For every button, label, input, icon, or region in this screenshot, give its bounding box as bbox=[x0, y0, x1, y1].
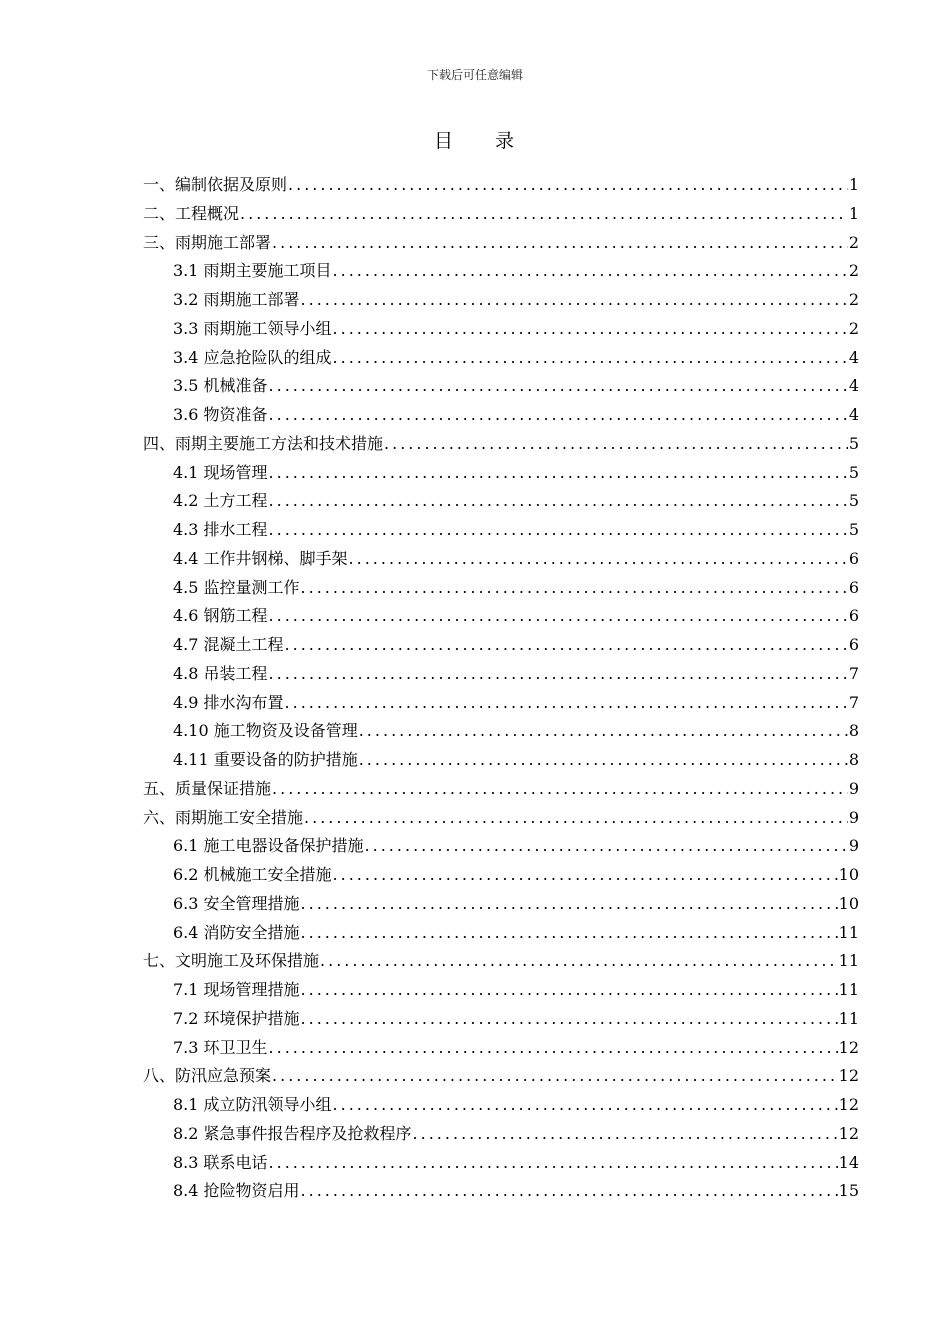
toc-dot-leader bbox=[359, 717, 848, 746]
toc-entry[interactable] bbox=[143, 372, 859, 401]
toc-entry[interactable] bbox=[143, 229, 859, 258]
toc-entry[interactable] bbox=[143, 919, 859, 948]
toc-dot-leader bbox=[365, 832, 848, 861]
toc-entry-label: 6.4 消防安全措施 bbox=[173, 922, 300, 942]
toc-entry[interactable] bbox=[143, 200, 859, 229]
toc-entry-page-number: 11 bbox=[838, 980, 859, 999]
toc-entry[interactable] bbox=[143, 631, 859, 660]
toc-dot-leader bbox=[272, 229, 848, 258]
toc-entry-page-number: 2 bbox=[848, 318, 859, 338]
toc-entry-label: 4.4 工作井钢梯、脚手架 bbox=[173, 548, 348, 568]
toc-entry-label: 3.3 雨期施工领导小组 bbox=[173, 318, 332, 338]
toc-entry[interactable] bbox=[143, 775, 859, 804]
toc-entry[interactable] bbox=[143, 430, 859, 459]
toc-entry-page-number: 5 bbox=[848, 520, 859, 539]
toc-entry-page-number: 2 bbox=[848, 290, 859, 309]
toc-entry-label: 4.9 排水沟布置 bbox=[173, 692, 284, 712]
toc-dot-leader bbox=[269, 1149, 838, 1178]
toc-entry-label: 4.6 钢筋工程 bbox=[173, 606, 268, 626]
toc-entry-page-number: 6 bbox=[848, 606, 859, 626]
toc-entry-label: 8.1 成立防汛领导小组 bbox=[173, 1095, 332, 1114]
table-of-contents bbox=[143, 171, 859, 1206]
toc-entry[interactable] bbox=[143, 1062, 859, 1091]
toc-dot-leader bbox=[240, 200, 848, 229]
toc-dot-leader bbox=[301, 919, 838, 948]
toc-dot-leader bbox=[333, 861, 838, 890]
toc-dot-leader bbox=[269, 372, 848, 401]
toc-dot-leader bbox=[333, 315, 848, 344]
toc-title bbox=[0, 126, 950, 153]
toc-entry-label: 七、文明施工及环保措施 bbox=[143, 951, 320, 971]
toc-entry-label: 4.10 施工物资及设备管理 bbox=[173, 721, 358, 741]
toc-entry-page-number: 2 bbox=[848, 261, 859, 281]
toc-entry[interactable] bbox=[143, 976, 859, 1005]
toc-entry-page-number: 5 bbox=[848, 491, 859, 511]
toc-entry-label: 8.3 联系电话 bbox=[173, 1152, 268, 1172]
toc-entry-label: 6.2 机械施工安全措施 bbox=[173, 865, 332, 884]
toc-entry[interactable] bbox=[143, 717, 859, 746]
toc-entry-page-number: 7 bbox=[848, 663, 859, 683]
toc-title-right: 录 bbox=[495, 130, 517, 152]
toc-entry-label: 4.3 排水工程 bbox=[173, 520, 268, 539]
toc-dot-leader bbox=[301, 890, 838, 919]
toc-entry-label: 8.2 紧急事件报告程序及抢救程序 bbox=[173, 1123, 412, 1143]
toc-entry[interactable] bbox=[143, 171, 859, 200]
toc-dot-leader bbox=[285, 689, 848, 718]
toc-dot-leader bbox=[301, 976, 838, 1005]
toc-entry-page-number: 14 bbox=[838, 1152, 859, 1172]
toc-entry-label: 6.1 施工电器设备保护措施 bbox=[173, 836, 364, 856]
toc-entry-page-number: 5 bbox=[848, 433, 859, 453]
toc-entry[interactable] bbox=[143, 1149, 859, 1178]
toc-entry-page-number: 11 bbox=[838, 951, 859, 971]
toc-entry[interactable] bbox=[143, 746, 859, 775]
toc-dot-leader bbox=[333, 344, 848, 373]
toc-entry-label: 一、编制依据及原则 bbox=[143, 175, 288, 194]
toc-entry-page-number: 11 bbox=[838, 922, 859, 942]
toc-dot-leader bbox=[301, 1177, 838, 1206]
toc-entry-label: 4.1 现场管理 bbox=[173, 462, 268, 482]
toc-entry-page-number: 11 bbox=[838, 1008, 859, 1028]
toc-entry-page-number: 10 bbox=[838, 893, 859, 913]
toc-dot-leader bbox=[285, 631, 848, 660]
toc-entry-page-number: 4 bbox=[848, 376, 859, 396]
toc-entry[interactable] bbox=[143, 832, 859, 861]
toc-entry-label: 6.3 安全管理措施 bbox=[173, 893, 300, 913]
toc-entry-label: 三、雨期施工部署 bbox=[143, 232, 272, 252]
toc-entry-label: 二、工程概况 bbox=[143, 203, 240, 223]
toc-dot-leader bbox=[269, 660, 848, 689]
toc-entry[interactable] bbox=[143, 574, 859, 603]
toc-entry-label: 五、质量保证措施 bbox=[143, 778, 272, 798]
toc-entry[interactable] bbox=[143, 947, 859, 976]
page-header: 下载后可任意编辑 bbox=[426, 68, 523, 82]
toc-entry[interactable] bbox=[143, 804, 859, 833]
toc-entry-page-number: 4 bbox=[848, 405, 859, 424]
toc-entry[interactable] bbox=[143, 1091, 859, 1120]
toc-entry-label: 3.6 物资准备 bbox=[173, 405, 268, 424]
toc-entry[interactable] bbox=[143, 602, 859, 631]
toc-entry[interactable] bbox=[143, 459, 859, 488]
toc-entry-page-number: 4 bbox=[848, 347, 859, 367]
toc-dot-leader bbox=[301, 574, 848, 603]
toc-entry-label: 3.4 应急抢险队的组成 bbox=[173, 347, 332, 367]
toc-dot-leader bbox=[320, 947, 838, 976]
toc-dot-leader bbox=[269, 1034, 838, 1063]
toc-dot-leader bbox=[413, 1120, 838, 1149]
toc-entry[interactable] bbox=[143, 861, 859, 890]
toc-dot-leader bbox=[349, 545, 848, 574]
toc-dot-leader bbox=[304, 804, 848, 833]
toc-entry-page-number: 8 bbox=[848, 750, 859, 769]
toc-entry[interactable] bbox=[143, 315, 859, 344]
toc-entry[interactable] bbox=[143, 286, 859, 315]
toc-entry[interactable] bbox=[143, 660, 859, 689]
toc-entry-page-number: 9 bbox=[848, 807, 859, 827]
toc-entry-page-number: 12 bbox=[838, 1037, 859, 1057]
toc-entry-page-number: 12 bbox=[838, 1095, 859, 1114]
toc-entry[interactable] bbox=[143, 516, 859, 545]
toc-entry-page-number: 9 bbox=[848, 778, 859, 798]
toc-dot-leader bbox=[333, 1091, 838, 1120]
toc-entry-page-number: 7 bbox=[848, 692, 859, 712]
toc-dot-leader bbox=[269, 401, 848, 430]
toc-entry[interactable] bbox=[143, 1120, 859, 1149]
toc-entry-label: 7.3 环卫卫生 bbox=[173, 1037, 268, 1057]
toc-entry[interactable] bbox=[143, 1177, 859, 1206]
toc-entry-label: 3.5 机械准备 bbox=[173, 376, 268, 396]
toc-entry-label: 六、雨期施工安全措施 bbox=[143, 807, 304, 827]
toc-dot-leader bbox=[269, 602, 848, 631]
toc-entry[interactable] bbox=[143, 545, 859, 574]
toc-dot-leader bbox=[269, 459, 848, 488]
toc-entry-label: 4.11 重要设备的防护措施 bbox=[173, 750, 358, 769]
toc-entry-label: 7.2 环境保护措施 bbox=[173, 1008, 300, 1028]
toc-dot-leader bbox=[384, 430, 848, 459]
toc-entry[interactable] bbox=[143, 344, 859, 373]
toc-entry[interactable] bbox=[143, 689, 859, 718]
toc-dot-leader bbox=[288, 171, 848, 200]
toc-entry-page-number: 12 bbox=[838, 1123, 859, 1143]
toc-entry[interactable] bbox=[143, 1005, 859, 1034]
toc-entry-label: 3.2 雨期施工部署 bbox=[173, 290, 300, 309]
toc-dot-leader bbox=[269, 487, 848, 516]
toc-entry-label: 4.7 混凝土工程 bbox=[173, 635, 284, 654]
toc-entry[interactable] bbox=[143, 401, 859, 430]
toc-entry-label: 4.2 土方工程 bbox=[173, 491, 268, 511]
toc-entry[interactable] bbox=[143, 890, 859, 919]
toc-entry-label: 四、雨期主要施工方法和技术措施 bbox=[143, 433, 384, 453]
toc-entry-page-number: 5 bbox=[848, 462, 859, 482]
toc-entry[interactable] bbox=[143, 1034, 859, 1063]
toc-entry-page-number: 6 bbox=[848, 577, 859, 597]
toc-entry-label: 4.5 监控量测工作 bbox=[173, 577, 300, 597]
toc-entry-page-number: 9 bbox=[848, 836, 859, 856]
toc-entry-label: 4.8 吊装工程 bbox=[173, 663, 268, 683]
toc-dot-leader bbox=[272, 1062, 838, 1091]
toc-entry-page-number: 1 bbox=[848, 203, 859, 223]
toc-dot-leader bbox=[301, 286, 848, 315]
toc-entry[interactable] bbox=[143, 487, 859, 516]
toc-entry-page-number: 8 bbox=[848, 721, 859, 741]
toc-entry-page-number: 15 bbox=[838, 1181, 859, 1201]
toc-entry-page-number: 10 bbox=[838, 865, 859, 884]
toc-entry-page-number: 2 bbox=[848, 232, 859, 252]
toc-dot-leader bbox=[301, 1005, 838, 1034]
toc-dot-leader bbox=[333, 257, 848, 286]
toc-dot-leader bbox=[272, 775, 848, 804]
toc-entry-page-number: 6 bbox=[848, 635, 859, 654]
toc-dot-leader bbox=[269, 516, 848, 545]
toc-entry-page-number: 1 bbox=[848, 175, 859, 194]
toc-entry-label: 7.1 现场管理措施 bbox=[173, 980, 300, 999]
toc-entry-page-number: 6 bbox=[848, 548, 859, 568]
toc-dot-leader bbox=[359, 746, 848, 775]
toc-entry-label: 3.1 雨期主要施工项目 bbox=[173, 261, 332, 281]
toc-title-left: 目 bbox=[433, 130, 455, 152]
toc-entry-label: 八、防汛应急预案 bbox=[143, 1066, 272, 1086]
toc-entry-label: 8.4 抢险物资启用 bbox=[173, 1181, 300, 1201]
toc-entry[interactable] bbox=[143, 257, 859, 286]
toc-entry-page-number: 12 bbox=[838, 1066, 859, 1086]
